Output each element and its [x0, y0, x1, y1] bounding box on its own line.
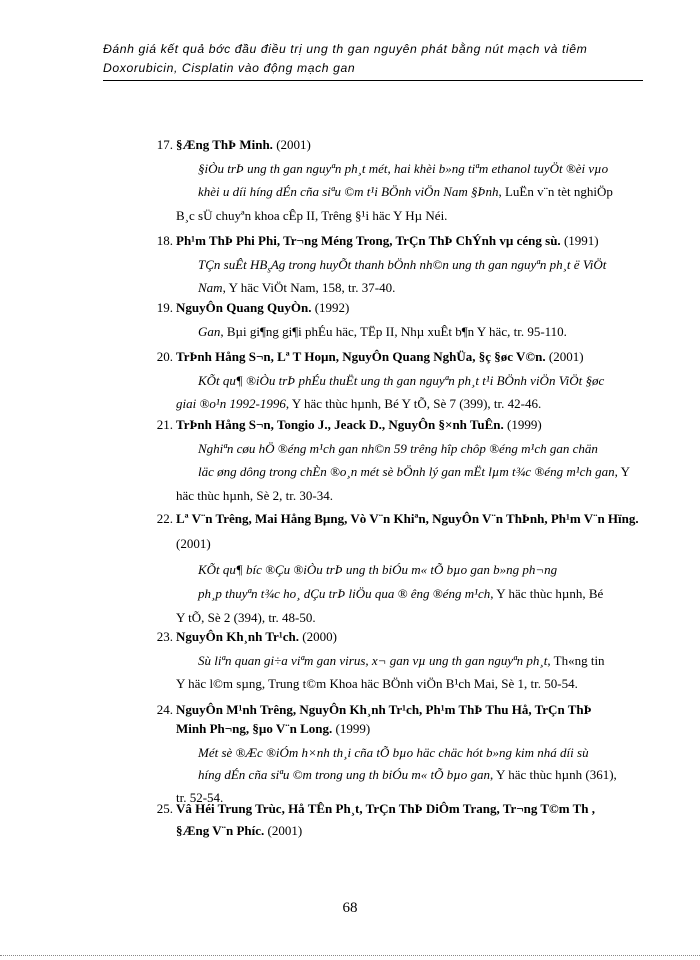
- reference-line: [198, 742, 589, 764]
- reference-line: [198, 438, 598, 460]
- reference-number: 20.: [156, 349, 173, 364]
- header-rule: [103, 80, 643, 81]
- reference-title: Gan: [198, 324, 221, 339]
- reference-line: [176, 533, 211, 555]
- reference-authors: §Æng V¨n Phíc.: [176, 823, 265, 838]
- reference-line: [198, 764, 617, 786]
- reference-line: [198, 583, 603, 605]
- reference-title: KÕt qu¶ bíc ®Çu ®iÒu trÞ ung th biÓu m« tÕ bµo gan b»ng ph¬ng: [198, 562, 558, 577]
- reference-title: §iÒu trÞ ung th gan nguyªn ph¸t mét, hai khèi b»ng tiªm ethanol tuyÖt ®èi vµo: [198, 161, 609, 176]
- reference-title: Sù liªn quan gi÷a viªm gan virus, x¬ gan vµ ung th gan nguyªn ph¸t: [198, 653, 548, 668]
- reference-text: , Y häc ViÖt Nam, 158, tr. 37-40.: [222, 280, 396, 295]
- reference-text: , Y: [614, 464, 631, 479]
- reference-number: 24.: [156, 702, 173, 717]
- reference-line: [176, 508, 639, 530]
- reference-title: khèi u díi híng dÉn cña siªu ©m t¹i BÖnh viÖn Nam §Þnh: [198, 184, 499, 199]
- reference-title: Nam: [198, 280, 223, 295]
- reference-text: B¸c sÜ chuyªn khoa cÊp II, Trêng §¹i häc Y Hµ Néi.: [176, 208, 448, 223]
- reference-text: (2001): [272, 137, 311, 152]
- reference-authors: Ph¹m ThÞ Phi Phi, Tr¬ng Méng Trong, TrÇn ThÞ ChÝnh vµ céng sù.: [176, 233, 561, 248]
- reference-text: tr. 52-54.: [176, 790, 224, 805]
- reference-number: 21.: [156, 417, 173, 432]
- reference-line: [198, 650, 605, 672]
- reference-title: läc øng dông trong chÈn ®o¸n mét sè bÖnh lý gan mËt lµm t¾c ®éng m¹ch gan: [198, 464, 615, 479]
- reference-line: [176, 718, 370, 740]
- reference-authors: Vâ Héi Trung Trùc, Hå TÊn Ph¸t, TrÇn ThÞ DiÔm Trang, Tr¬ng T©m Th ,: [176, 801, 596, 816]
- reference-text: , LuËn v¨n tèt nghiÖp: [498, 184, 613, 199]
- reference-line: [198, 559, 557, 581]
- reference-text: (1992): [311, 300, 350, 315]
- reference-title: KÕt qu¶ ®iÒu trÞ phÉu thuËt ung th gan nguyªn ph¸t t¹i BÖnh viÖn ViÖt §øc: [198, 373, 605, 388]
- reference-title: Mét sè ®Æc ®iÓm h×nh th¸i cña tÕ bµo häc chäc hót b»ng kim nhá díi sù: [198, 745, 589, 760]
- running-header-line-1: Đánh giá kết quả bớc đầu điều trị ung th gan nguyên phát bằng nút mạch và tiêm: [103, 42, 588, 56]
- reference-title: híng dÉn cña siªu ©m trong ung th biÓu m« tÕ bµo gan: [198, 767, 491, 782]
- reference-title: Ag trong huyÕt thanh bÖnh nh©n ung th gan nguyªn ph¸t ë ViÖt: [270, 257, 607, 272]
- reference-number: 17.: [156, 137, 173, 152]
- reference-line: [198, 158, 608, 180]
- reference-line: [176, 673, 578, 695]
- reference-text: Y häc l©m sµng, Trung t©m Khoa häc BÖnh viÖn B¹ch Mai, Sè 1, tr. 50-54.: [176, 676, 578, 691]
- reference-title: s: [267, 264, 271, 275]
- reference-line: [176, 346, 584, 368]
- reference-authors: Minh Ph¬ng, §µo V¨n Long.: [176, 721, 333, 736]
- reference-line: [176, 414, 542, 436]
- reference-authors: §Æng ThÞ Minh.: [176, 137, 273, 152]
- reference-text: (2001): [545, 349, 584, 364]
- reference-text: (2001): [176, 536, 211, 551]
- reference-text: , Y häc thùc hµnh, Bé: [490, 586, 604, 601]
- reference-line: [198, 277, 395, 299]
- reference-title: Nghiªn cøu hÖ ®éng m¹ch gan nh©n 59 trêng hîp chôp ®éng m¹ch gan chän: [198, 441, 598, 456]
- reference-authors: TrÞnh Hång S¬n, Tongio J., Jeack D., NguyÔn §×nh TuÊn.: [176, 417, 504, 432]
- reference-line: [198, 461, 630, 483]
- reference-text: häc thùc hµnh, Sè 2, tr. 30-34.: [176, 488, 333, 503]
- footer-rule: [0, 955, 700, 956]
- reference-number: 19.: [156, 300, 173, 315]
- reference-line: [176, 820, 302, 842]
- reference-text: (1991): [560, 233, 599, 248]
- reference-line: [176, 297, 349, 319]
- reference-number: 18.: [156, 233, 173, 248]
- reference-text: , Bµi gi¶ng gi¶i phÉu häc, TËp II, Nhµ xuÊt b¶n Y häc, tr. 95-110.: [220, 324, 567, 339]
- reference-line: [176, 626, 337, 648]
- reference-number: 22.: [156, 511, 173, 526]
- reference-authors: NguyÔn Kh¸nh Tr¹ch.: [176, 629, 299, 644]
- reference-line: [176, 230, 599, 252]
- reference-authors: NguyÔn Quang QuyÒn.: [176, 300, 312, 315]
- reference-title: TÇn suÊt HB: [198, 257, 268, 272]
- reference-text: (2000): [298, 629, 337, 644]
- reference-line: [176, 798, 595, 820]
- running-header-line-2: Doxorubicin, Cisplatin vào động mạch gan: [103, 61, 356, 75]
- reference-number: 25.: [156, 801, 173, 816]
- reference-text: , Y häc thùc hµnh (361),: [490, 767, 617, 782]
- reference-text: Y tÕ, Sè 2 (394), tr. 48-50.: [176, 610, 316, 625]
- reference-line: [176, 205, 447, 227]
- reference-line: [176, 393, 541, 415]
- reference-line: [176, 134, 311, 156]
- reference-line: [198, 181, 613, 203]
- reference-authors: NguyÔn M¹nh Trêng, NguyÔn Kh¸nh Tr¹ch, Ph¹m ThÞ Thu Hå, TrÇn ThÞ: [176, 702, 592, 717]
- reference-authors: Lª V¨n Trêng, Mai Hång Bµng, Vò V¨n Khiªn, NguyÔn V¨n ThÞnh, Ph¹m V¨n Hïng.: [176, 511, 639, 526]
- reference-text: (2001): [264, 823, 303, 838]
- reference-title: ph¸p thuyªn t¾c ho¸ dÇu trÞ liÖu qua ® êng ®éng m¹ch: [198, 586, 491, 601]
- reference-text: , Y häc thùc hµnh, Bé Y tÕ, Sè 7 (399), tr. 42-46.: [285, 396, 542, 411]
- reference-title: giai ®o¹n 1992-1996: [176, 396, 286, 411]
- reference-line: [176, 485, 333, 507]
- page-number: 68: [342, 900, 358, 916]
- reference-text: (1999): [503, 417, 542, 432]
- reference-text: (1999): [332, 721, 371, 736]
- reference-number: 23.: [156, 629, 173, 644]
- running-header: [103, 40, 641, 78]
- reference-line: [198, 370, 604, 392]
- reference-line: [198, 321, 567, 343]
- reference-text: , Th«ng tin: [547, 653, 605, 668]
- reference-authors: TrÞnh Hång S¬n, Lª T Hoµn, NguyÔn Quang NghÜa, §ç §øc V©n.: [176, 349, 546, 364]
